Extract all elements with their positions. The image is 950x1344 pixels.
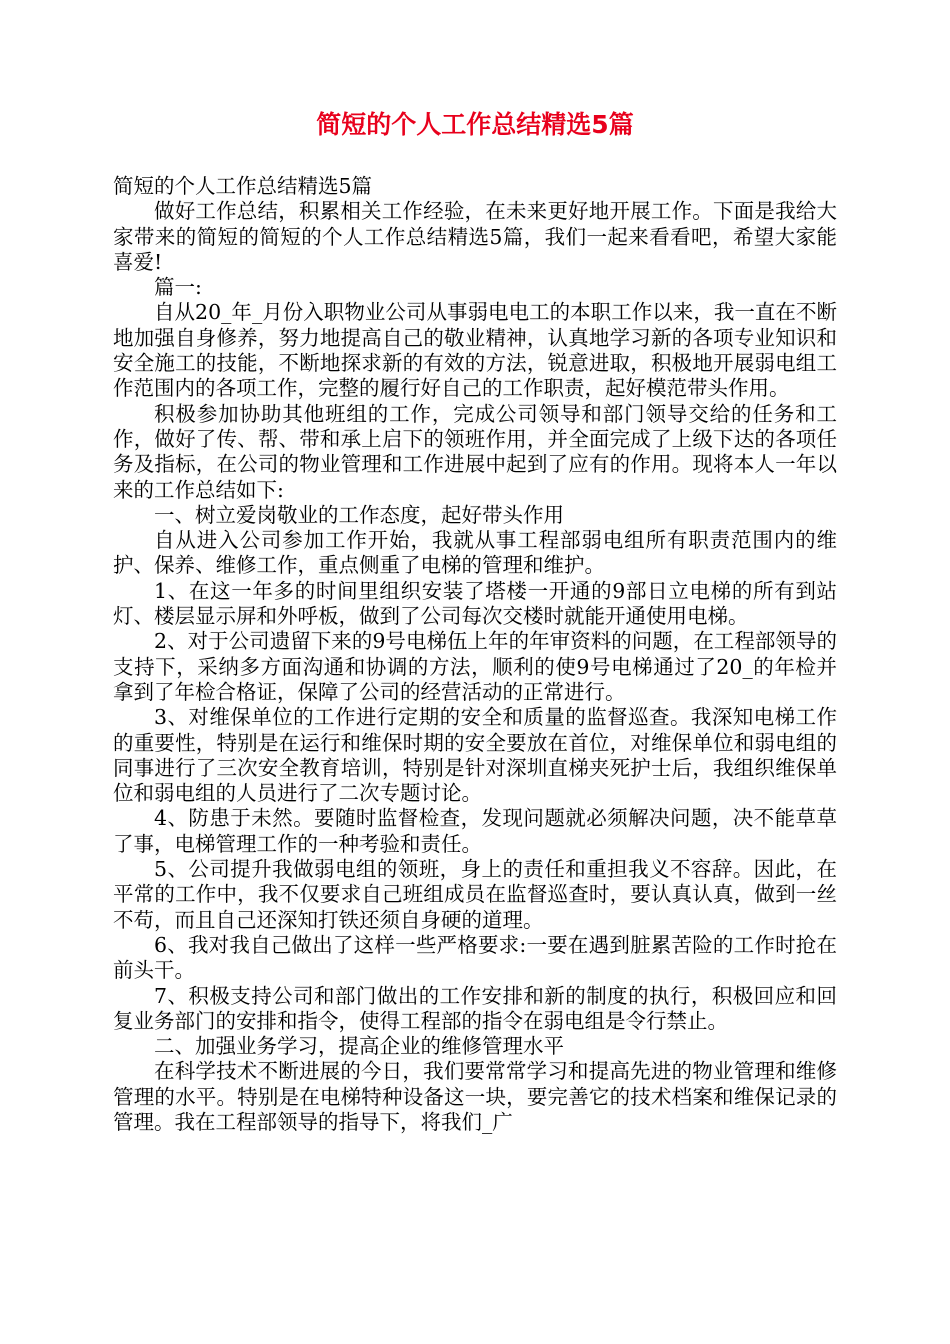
list-item: 4、防患于未然。要随时监督检查，发现问题就必须解决问题，决不能草草了事，电梯管理工作的一种考验和责任。 bbox=[113, 806, 837, 856]
list-item: 7、积极支持公司和部门做出的工作安排和新的制度的执行，积极回应和回复业务部门的安排和指令，使得工程部的指令在弱电组是令行禁止。 bbox=[113, 983, 837, 1033]
section-heading: 二、加强业务学习，提高企业的维修管理水平 bbox=[154, 1034, 564, 1059]
document-title: 简短的个人工作总结精选5篇 bbox=[316, 110, 634, 139]
paragraph: 自从进入公司参加工作开始，我就从事工程部弱电组所有职责范围内的维护、保养、维修工作，重点侧重了电梯的管理和维护。 bbox=[113, 528, 837, 578]
paragraph: 简短的个人工作总结精选5篇 bbox=[113, 174, 373, 198]
list-item: 1、在这一年多的时间里组织安装了塔楼一开通的9部日立电梯的所有到站灯、楼层显示屏和外呼板，做到了公司每次交楼时就能开通使用电梯。 bbox=[113, 578, 837, 629]
document-body bbox=[113, 174, 837, 1135]
list-item: 2、对于公司遗留下来的9号电梯伍上年的年审资料的问题，在工程部领导的支持下，采纳多方面沟通和协调的方法，顺利的使9号电梯通过了20_的年检并拿到了年检合格证，保障了公司的经营活动的正常进行。 bbox=[113, 629, 837, 704]
paragraph: 篇一: bbox=[154, 275, 202, 300]
paragraph: 积极参加协助其他班组的工作，完成公司领导和部门领导交给的任务和工作，做好了传、帮、带和承上启下的领班作用，并全面完成了上级下达的各项任务及指标，在公司的物业管理和工作进展中起到了应有的作用。现将本人一年以来的工作总结如下: bbox=[113, 401, 837, 502]
paragraph: 在科学技术不断进展的今日，我们要常常学习和提高先进的物业管理和维修管理的水平。特别是在电梯特种设备这一块，要完善它的技术档案和维保记录的管理。我在工程部领导的指导下，将我们_广 bbox=[113, 1059, 837, 1134]
paragraph: 做好工作总结，积累相关工作经验，在未来更好地开展工作。下面是我给大家带来的简短的简短的个人工作总结精选5篇，我们一起来看看吧，希望大家能喜爱! bbox=[113, 199, 837, 274]
list-item: 3、对维保单位的工作进行定期的安全和质量的监督巡查。我深知电梯工作的重要性，特别是在运行和维保时期的安全要放在首位，对维保单位和弱电组的同事进行了三次安全教育培训，特别是针对深圳直梯夹死护士后，我组织维保单位和弱电组的人员进行了二次专题讨论。 bbox=[113, 705, 837, 806]
section-heading: 一、树立爱岗敬业的工作态度，起好带头作用 bbox=[154, 502, 564, 527]
list-item: 6、我对我自己做出了这样一些严格要求:一要在遇到脏累苦险的工作时抢在前头干。 bbox=[113, 932, 837, 983]
paragraph: 自从20_年_月份入职物业公司从事弱电电工的本职工作以来，我一直在不断地加强自身修养，努力地提高自己的敬业精神，认真地学习新的各项专业知识和安全施工的技能，不断地探求新的有效的方法，锐意进取，积极地开展弱电组工作范围内的各项工作，完整的履行好自己的工作职责，起好模范带头作用。 bbox=[113, 300, 837, 401]
list-item: 5、公司提升我做弱电组的领班，身上的责任和重担我义不容辞。因此，在平常的工作中，我不仅要求自己班组成员在监督巡查时，要认真认真，做到一丝不苟，而且自己还深知打铁还须自身硬的道理。 bbox=[113, 857, 837, 932]
